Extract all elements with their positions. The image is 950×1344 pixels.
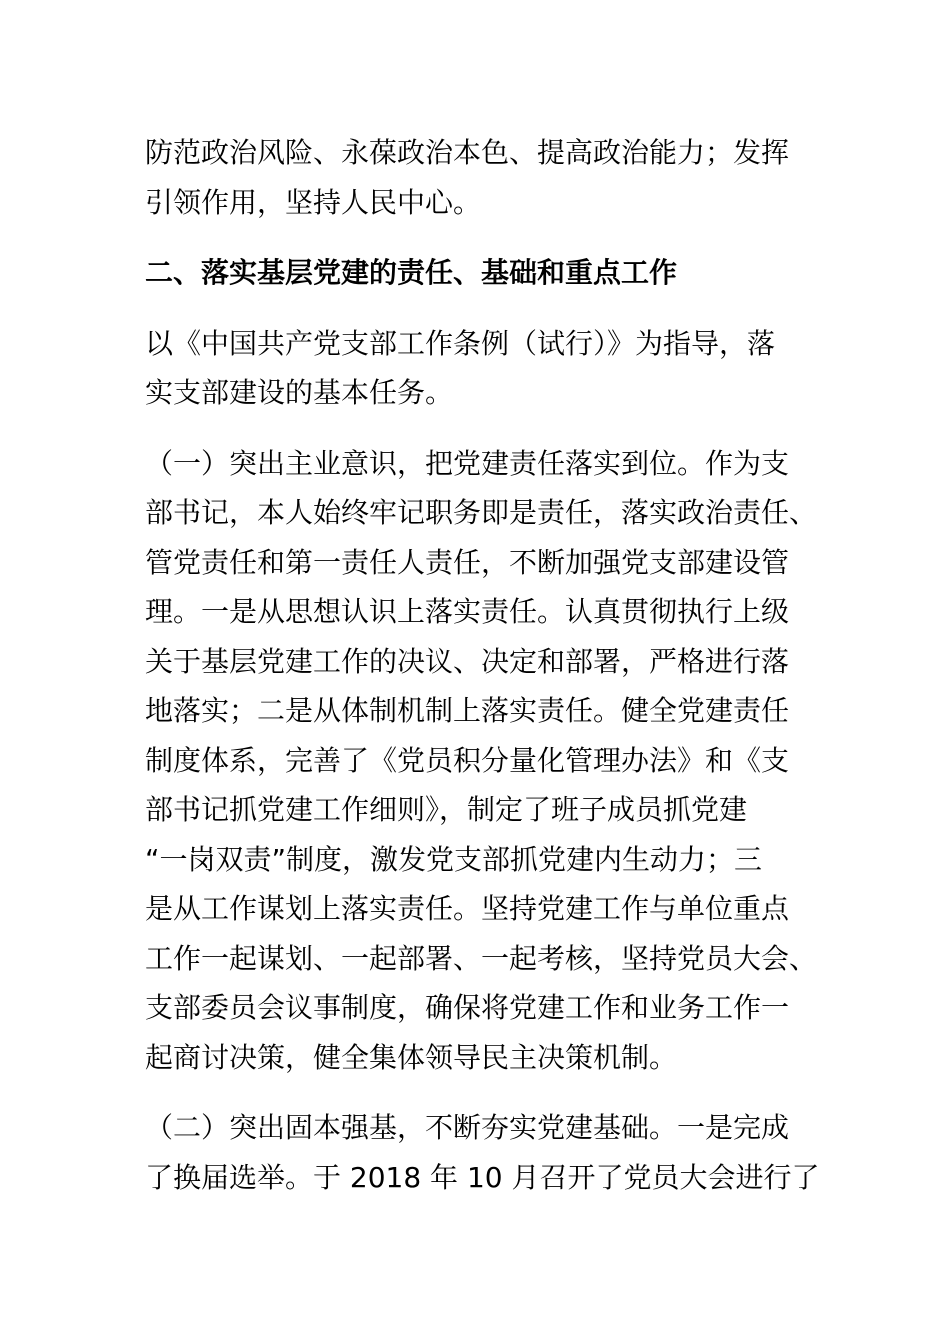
paragraph-3-line-3: 管党责任和第一责任人责任，不断加强党支部建设管 <box>145 545 790 579</box>
paragraph-3 <box>145 439 835 1083</box>
paragraph-4-line-2: 了换届选举。于 2018 年 10 月召开了党员大会进行了 <box>145 1160 820 1194</box>
document-body <box>145 128 835 1223</box>
paragraph-3-line-7: 制度体系，完善了《党员积分量化管理办法》和《支 <box>145 743 790 777</box>
paragraph-3-line-4: 理。一是从思想认识上落实责任。认真贯彻执行上级 <box>145 595 790 628</box>
paragraph-3-line-6: 地落实；二是从体制机制上落实责任。健全党建责任 <box>145 694 790 727</box>
paragraph-2-line-2: 实支部建设的基本任务。 <box>145 376 454 409</box>
paragraph-1-line-1: 防范政治风险、永葆政治本色、提高政治能力；发挥 <box>145 136 790 169</box>
paragraph-4-line-1: （二）突出固本强基，不断夯实党建基础。一是完成 <box>145 1111 790 1144</box>
paragraph-3-line-12: 支部委员会议事制度，确保将党建工作和业务工作一 <box>145 991 790 1024</box>
paragraph-1 <box>145 128 835 227</box>
paragraph-3-line-9: “一岗双责”制度，激发党支部抓党建内生动力；三 <box>145 842 763 876</box>
paragraph-3-line-1: （一）突出主业意识，把党建责任落实到位。作为支 <box>145 446 790 480</box>
paragraph-3-line-5: 关于基层党建工作的决议、决定和部署，严格进行落 <box>145 644 790 678</box>
section-heading: 二、落实基层党建的责任、基础和重点工作 <box>145 256 678 289</box>
paragraph-3-line-2: 部书记，本人始终牢记职务即是责任，落实政治责任、 <box>145 496 818 529</box>
paragraph-3-line-13: 起商讨决策，健全集体领导民主决策机制。 <box>145 1040 678 1074</box>
paragraph-3-line-8: 部书记抓党建工作细则》，制定了班子成员抓党建 <box>145 793 748 826</box>
paragraph-2 <box>145 319 835 418</box>
paragraph-4 <box>145 1103 835 1202</box>
paragraph-1-line-2: 引领作用，坚持人民中心。 <box>145 185 482 219</box>
paragraph-3-line-10: 是从工作谋划上落实责任。坚持党建工作与单位重点 <box>145 892 790 925</box>
paragraph-2-line-1: 以《中国共产党支部工作条例（试行）》为指导，落 <box>145 326 776 360</box>
paragraph-3-line-11: 工作一起谋划、一起部署、一起考核，坚持党员大会、 <box>145 941 818 975</box>
